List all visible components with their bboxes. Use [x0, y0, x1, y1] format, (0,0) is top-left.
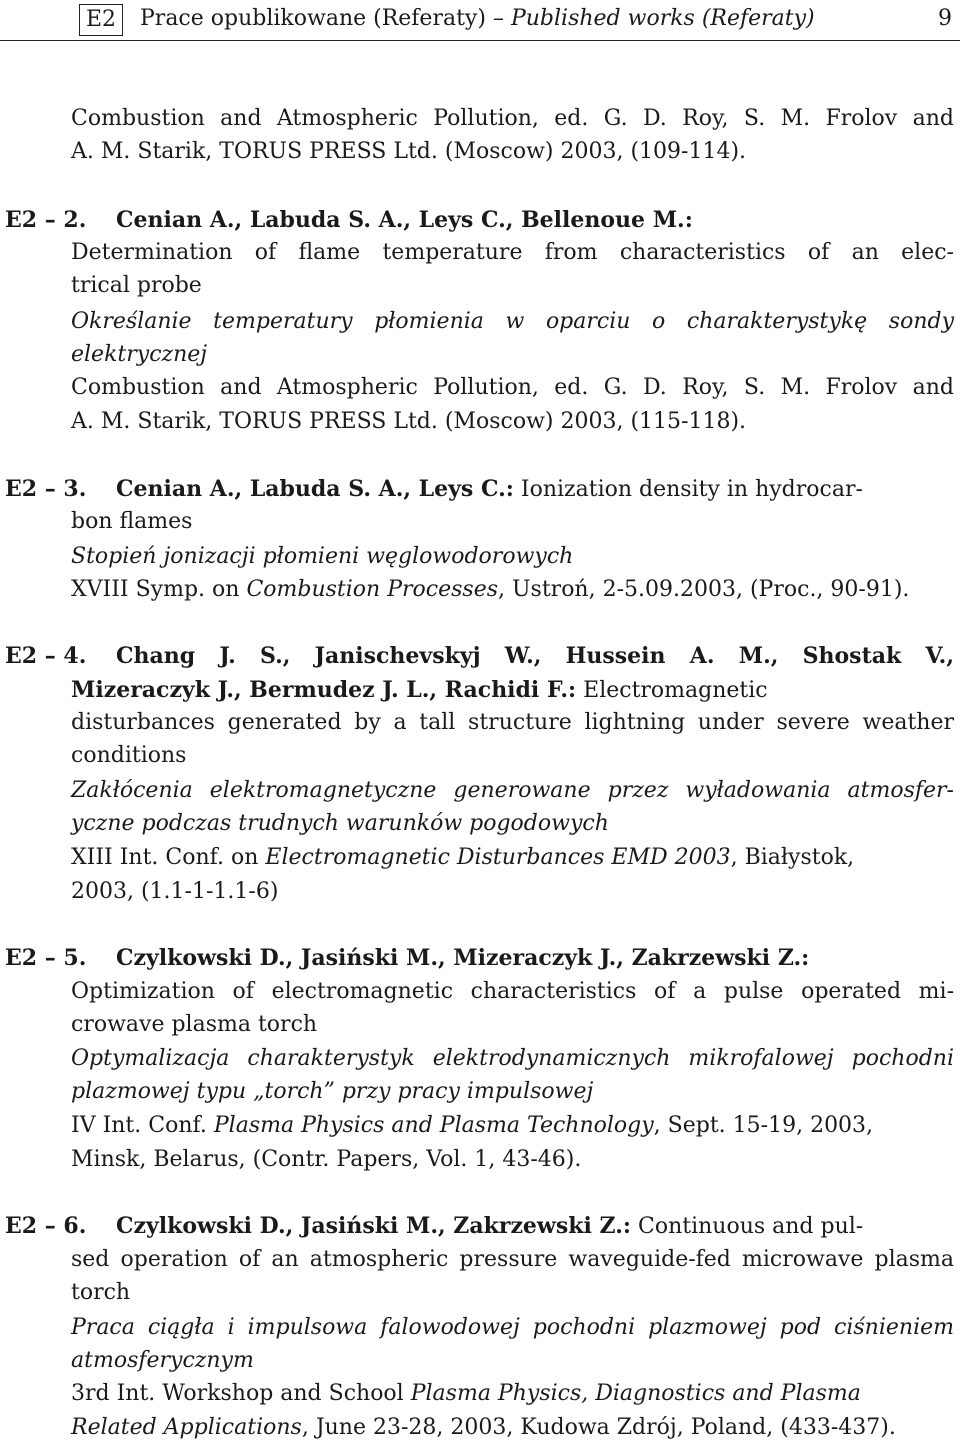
entry-2-number: E2 – 2.: [5, 207, 87, 233]
entry-3-title-start: Ionization density in hydrocar-: [520, 477, 863, 502]
entry-6-authors: Czylkowski D., Jasiński M., Zakrzewski Z.:: [116, 1213, 631, 1239]
entry-3-source-venue: Combustion Processes: [246, 577, 499, 602]
entry-5-polish-title-line-1: Optymalizacja charakterystyk elektrodynamicznych mikrofalowej pochodni: [71, 1046, 954, 1071]
entry-5-source-line-2: Minsk, Belarus, (Contr. Papers, Vol. 1, 43-46).: [71, 1147, 582, 1172]
entry-5-authors: Czylkowski D., Jasiński M., Mizeraczyk J., Zakrzewski Z.:: [116, 945, 810, 971]
entry-4-polish-title-line-1: Zakłócenia elektromagnetyczne generowane przez wyładowania atmosfer-: [71, 778, 954, 803]
entry-6-source-details: , June 23-28, 2003, Kudowa Zdrój, Poland, (433-437).: [301, 1415, 896, 1440]
entry-6-source-line-2: [71, 1412, 954, 1444]
entry-4-authors-line-1: Chang J. S., Janischevskyj W., Hussein A. M., Shostak V.,: [116, 643, 954, 669]
entry-5-source-line-1: [71, 1110, 954, 1142]
entry-3-source-details: , Ustroń, 2-5.09.2003, (Proc., 90-91).: [498, 577, 910, 602]
entry-2-source-line-2: A. M. Starik, TORUS PRESS Ltd. (Moscow) 2003, (115-118).: [71, 409, 747, 434]
entry-6-polish-title-line-1: Praca ciągła i impulsowa falowodowej pochodni plazmowej pod ciśnieniem: [71, 1315, 954, 1340]
entry-2-polish-title-line-2: elektrycznej: [71, 342, 208, 367]
entry-6-polish-title-line-2: atmosferycznym: [71, 1348, 254, 1373]
entry-6-title-start: Continuous and pul-: [637, 1214, 864, 1239]
page-header: [0, 0, 960, 41]
entry-4-source-venue: Electromagnetic Disturbances EMD 2003: [265, 845, 731, 870]
entry-4-source-prefix: XIII Int. Conf. on: [71, 845, 266, 870]
entry-3-first-line: [116, 473, 954, 506]
entry-4-source-line-2: 2003, (1.1-1-1.1-6): [71, 879, 279, 904]
entry-1-source-line-1: Combustion and Atmospheric Pollution, ed. G. D. Roy, S. M. Frolov and: [71, 106, 954, 131]
entry-6-source-venue: Plasma Physics, Diagnostics and Plasma: [410, 1381, 861, 1406]
entry-2-polish-title-line-1: Określanie temperatury płomienia w oparciu o charakterystykę sondy: [71, 309, 954, 334]
entry-3-source-prefix: XVIII Symp. on: [71, 577, 247, 602]
entry-4-title-line-2: disturbances generated by a tall structure lightning under severe weather: [71, 710, 954, 735]
entry-5-title-line-1: Optimization of electromagnetic characteristics of a pulse operated mi-: [71, 979, 954, 1004]
entry-6-title-line-3: torch: [71, 1280, 131, 1305]
entry-5-source-venue: Plasma Physics and Plasma Technology: [213, 1113, 654, 1138]
entry-3-title-line-2: bon flames: [71, 509, 193, 534]
entry-6-source-line-1: [71, 1378, 954, 1410]
entry-4-polish-title-line-2: yczne podczas trudnych warunków pogodowych: [71, 811, 609, 836]
entry-4-number: E2 – 4.: [5, 643, 87, 669]
entry-5-title-line-2: crowave plasma torch: [71, 1012, 318, 1037]
entry-3-polish-title: Stopień jonizacji płomieni węglowodorowych: [71, 544, 574, 569]
entry-2-source-line-1: Combustion and Atmospheric Pollution, ed. G. D. Roy, S. M. Frolov and: [71, 375, 954, 400]
entry-5-source-prefix: IV Int. Conf.: [71, 1113, 214, 1138]
entry-3-number: E2 – 3.: [5, 476, 87, 502]
entry-4-source-line-1: [71, 842, 954, 874]
entry-6-first-line: [116, 1210, 954, 1243]
entry-6-number: E2 – 6.: [5, 1213, 87, 1239]
page-header-title: [140, 6, 815, 31]
entry-2-title-line-1: Determination of flame temperature from characteristics of an elec-: [71, 240, 954, 265]
section-code-box: E2: [79, 4, 123, 36]
entry-5-polish-title-line-2: plazmowej typu „torch” przy pracy impulsowej: [71, 1079, 594, 1104]
entry-2-authors: Cenian A., Labuda S. A., Leys C., Bellenoue M.:: [116, 207, 693, 233]
entry-4-authors-line-2: [71, 674, 954, 707]
entry-5-source-date: , Sept. 15-19, 2003,: [653, 1113, 874, 1138]
entry-3-source: [71, 574, 954, 606]
entry-4-title-line-3: conditions: [71, 743, 187, 768]
entry-5-number: E2 – 5.: [5, 945, 87, 971]
entry-6-source-prefix: 3rd Int. Workshop and School: [71, 1381, 411, 1406]
entry-4-source-place: , Białystok,: [730, 845, 855, 870]
entry-2-title-line-2: trical probe: [71, 273, 202, 298]
entry-4-authors-line-2-text: Mizeraczyk J., Bermudez J. L., Rachidi F.:: [71, 677, 577, 703]
entry-4-title-start: Electromagnetic: [583, 678, 768, 703]
page-number: 9: [938, 6, 952, 31]
entry-1-source-line-2: A. M. Starik, TORUS PRESS Ltd. (Moscow) 2003, (109-114).: [71, 139, 747, 164]
entry-6-title-line-2: sed operation of an atmospheric pressure waveguide-fed microwave plasma: [71, 1247, 954, 1272]
entry-6-source-venue-cont: Related Applications: [71, 1415, 302, 1440]
header-title-plain: Prace opublikowane (Referaty) –: [140, 6, 511, 31]
header-title-italic: Published works (Referaty): [510, 6, 815, 31]
entry-3-authors: Cenian A., Labuda S. A., Leys C.:: [116, 476, 514, 502]
